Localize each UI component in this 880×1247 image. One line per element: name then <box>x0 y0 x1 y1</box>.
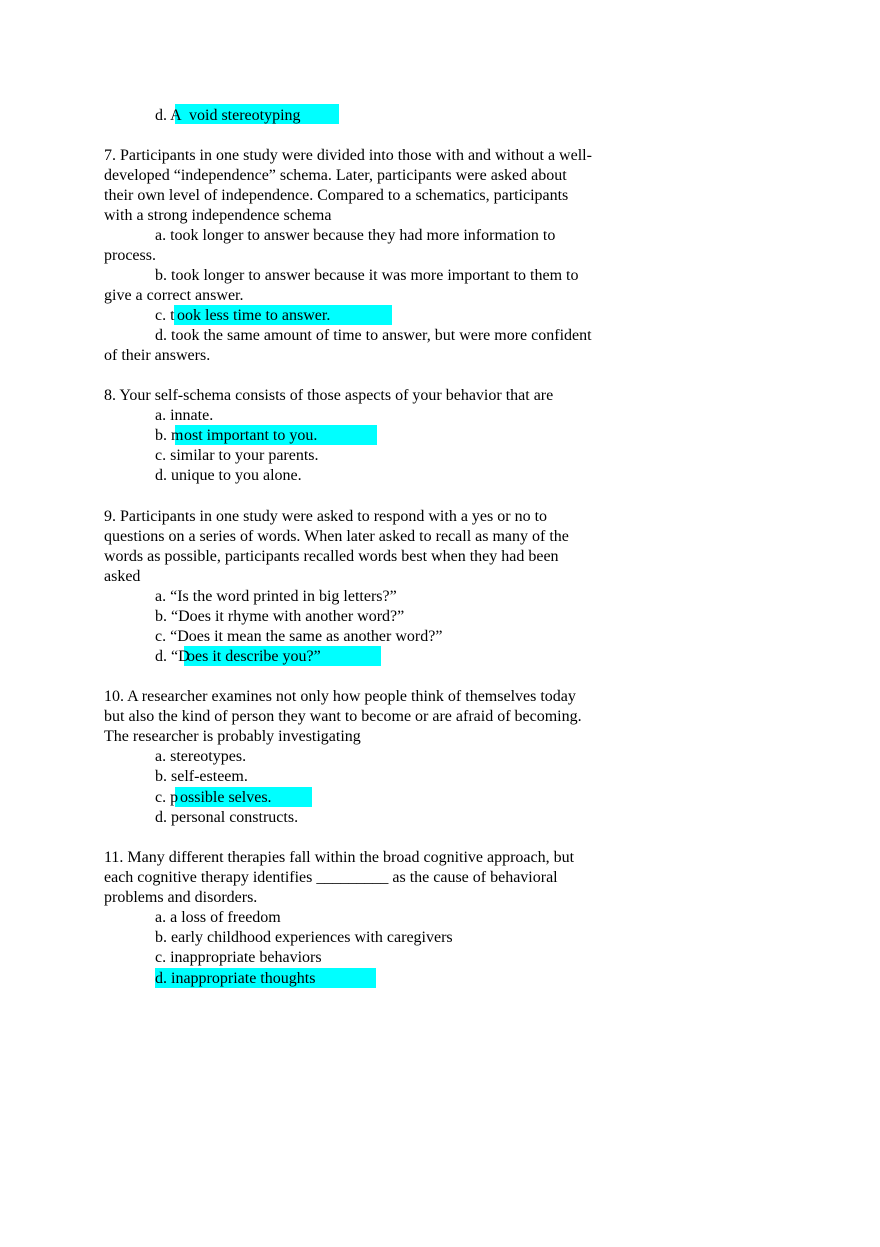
question-9-line: words as possible, participants recalled words best when they had been <box>104 548 559 565</box>
question-11-line: problems and disorders. <box>104 889 258 906</box>
question-9-line: asked <box>104 568 141 585</box>
q7-option-b: b. took longer to answer because it was more important to them to <box>155 267 579 284</box>
q7-option-d: d. took the same amount of time to answer, but were more confident <box>155 327 592 344</box>
q10-option-a: a. stereotypes. <box>155 748 247 765</box>
question-11-line: 11. Many different therapies fall within the broad cognitive approach, but <box>104 849 575 866</box>
q8-option-a: a. innate. <box>155 407 214 424</box>
option-d-answer: void stereotyping <box>189 107 301 124</box>
q7-option-a: a. took longer to answer because they had more information to <box>155 227 556 244</box>
q10-option-c-prefix: c. p <box>155 789 179 806</box>
q8-option-c: c. similar to your parents. <box>155 447 319 464</box>
q9-option-c: c. “Does it mean the same as another word?” <box>155 628 443 645</box>
question-10-line: The researcher is probably investigating <box>104 728 361 745</box>
q9-option-d-prefix: d. “D <box>155 648 190 665</box>
option-d-prefix: d. A <box>155 107 182 124</box>
q8-option-b-answer: ost important to you. <box>184 427 318 444</box>
question-10-line: 10. A researcher examines not only how people think of themselves today <box>104 688 576 705</box>
question-7-line: their own level of independence. Compared to a schematics, participants <box>104 187 569 204</box>
q7-option-c-answer: ook less time to answer. <box>177 307 331 324</box>
q10-option-c-answer: ossible selves. <box>180 789 272 806</box>
q11-option-b: b. early childhood experiences with caregivers <box>155 929 453 946</box>
q7-option-d-cont: of their answers. <box>104 347 211 364</box>
q8-option-d: d. unique to you alone. <box>155 467 302 484</box>
question-7-line: developed “independence” schema. Later, participants were asked about <box>104 167 567 184</box>
q10-option-d: d. personal constructs. <box>155 809 299 826</box>
q9-option-d-answer: oes it describe you?” <box>187 648 321 665</box>
q11-option-c: c. inappropriate behaviors <box>155 949 322 966</box>
q9-option-b: b. “Does it rhyme with another word?” <box>155 608 405 625</box>
question-7-line: with a strong independence schema <box>104 207 332 224</box>
q7-option-c-prefix: c. t <box>155 307 175 324</box>
question-8-line: 8. Your self-schema consists of those aspects of your behavior that are <box>104 387 554 404</box>
question-9-line: 9. Participants in one study were asked to respond with a yes or no to <box>104 508 548 525</box>
question-11-line: each cognitive therapy identifies _________ as the cause of behavioral <box>104 869 558 886</box>
q11-option-a: a. a loss of freedom <box>155 909 281 926</box>
q9-option-a: a. “Is the word printed in big letters?” <box>155 588 397 605</box>
question-7-line: 7. Participants in one study were divided into those with and without a well- <box>104 147 592 164</box>
q8-option-b-prefix: b. m <box>155 427 184 444</box>
question-9-line: questions on a series of words. When later asked to recall as many of the <box>104 528 569 545</box>
q7-option-b-cont: give a correct answer. <box>104 287 244 304</box>
q7-option-a-cont: process. <box>104 247 156 264</box>
q11-option-d-answer: d. inappropriate thoughts <box>155 970 316 987</box>
q10-option-b: b. self-esteem. <box>155 768 248 785</box>
question-10-line: but also the kind of person they want to become or are afraid of becoming. <box>104 708 582 725</box>
